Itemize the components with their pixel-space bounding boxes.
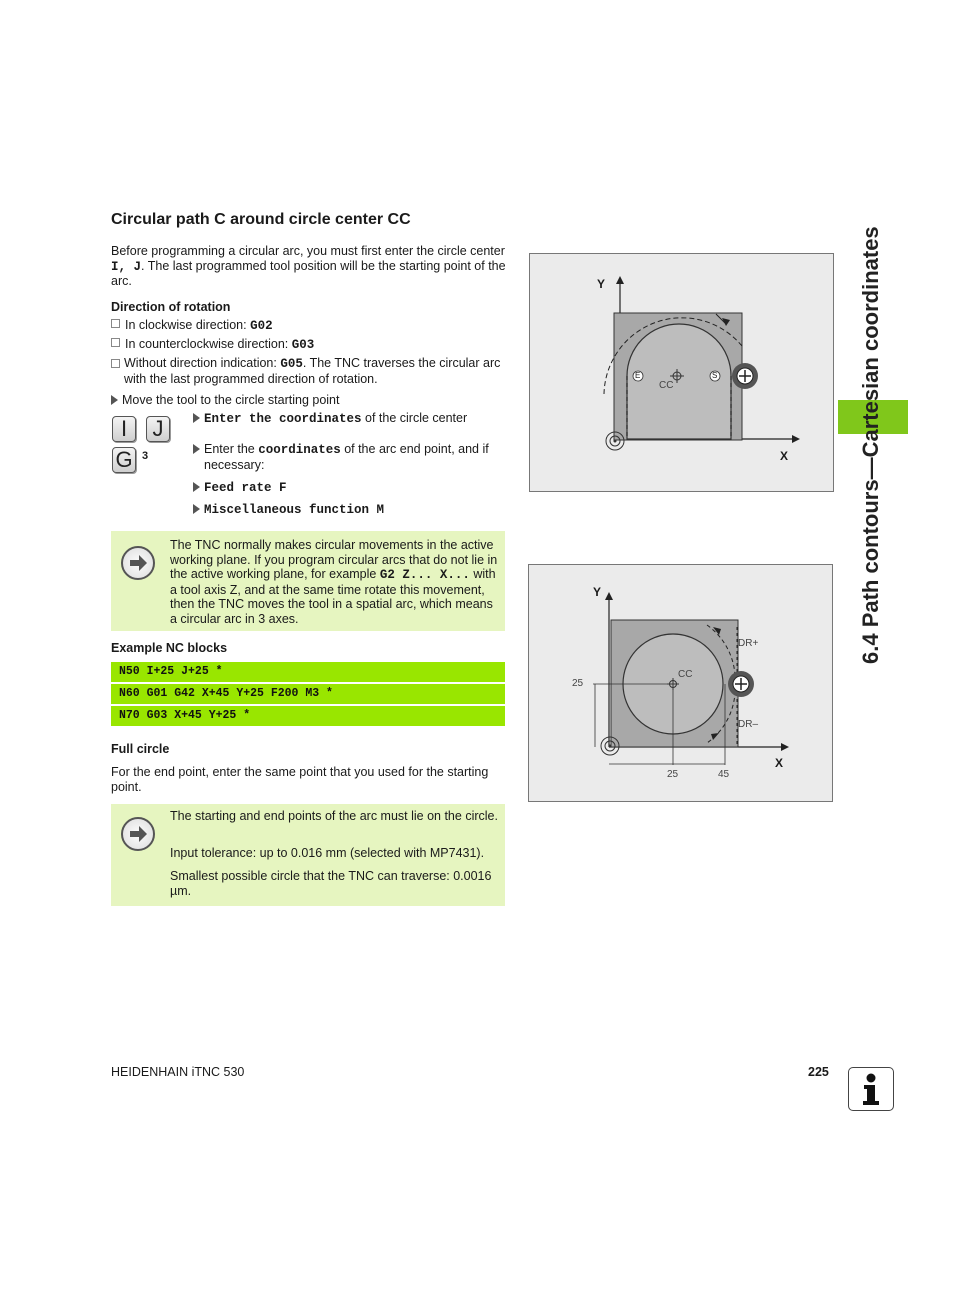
nc-block-2: N60 G01 G42 X+45 Y+25 F200 M3 * xyxy=(111,684,505,704)
note-box-1 xyxy=(111,531,505,631)
note-2-line-3: Smallest possible circle that the TNC can traverse: 0.0016 µm. xyxy=(170,869,492,898)
fig2-dr-plus-label: DR+ xyxy=(738,638,759,649)
fig2-dr-minus-label: DR– xyxy=(738,719,759,730)
example-title: Example NC blocks xyxy=(111,641,228,655)
info-icon xyxy=(848,1067,894,1111)
triangle-icon xyxy=(193,482,200,492)
key-g-subscript: 3 xyxy=(142,450,149,462)
key-j[interactable]: J xyxy=(146,416,170,442)
section-heading: Circular path C around circle center CC xyxy=(111,211,411,228)
full-circle-text: For the end point, enter the same point that you used for the starting point. xyxy=(111,765,489,794)
direction-item-none: Without direction indication: G05. The TNC traverses the circular arc with the last programmed direction of rotation. xyxy=(111,356,506,386)
note-1-text: The TNC normally makes circular movements in the active working plane. If you program circular arcs that do not lie in the active working plane, for example G2 Z... X... with a tool axis Z, and at the same time rotate this movement, then the TNC moves the tool in a spatial arc, which means a circular arc in 3 axes. xyxy=(170,538,498,626)
nc-block-3: N70 G03 X+45 Y+25 * xyxy=(111,706,505,726)
direction-item-ccw: In counterclockwise direction: G03 xyxy=(111,337,506,353)
arrow-right-icon xyxy=(121,546,155,580)
triangle-icon xyxy=(193,413,200,423)
step-feed: Feed rate F xyxy=(193,480,287,496)
key-i[interactable]: I xyxy=(112,416,136,442)
note-2-line-1: The starting and end points of the arc must lie on the circle. xyxy=(170,809,498,823)
figure-2 xyxy=(528,564,833,802)
arrow-right-icon xyxy=(121,817,155,851)
fig1-x-label: X xyxy=(780,449,789,463)
triangle-icon xyxy=(193,444,200,454)
triangle-icon xyxy=(193,504,200,514)
step-misc: Miscellaneous function M xyxy=(193,502,384,518)
note-box-2 xyxy=(111,804,505,906)
fig1-s-label: S xyxy=(712,371,718,380)
fig2-y-label: Y xyxy=(593,585,602,599)
fig1-e-label: E xyxy=(635,371,641,380)
figure-1 xyxy=(529,253,834,492)
fig2-cc-label: CC xyxy=(678,669,693,680)
bullet-icon xyxy=(111,359,120,368)
nc-block-1: N50 I+25 J+25 * xyxy=(111,662,505,682)
direction-item-cw: In clockwise direction: G02 xyxy=(111,318,506,334)
direction-title: Direction of rotation xyxy=(111,300,231,314)
chapter-title: 6.4 Path contours—Cartesian coordinates xyxy=(858,226,883,664)
fig2-y25-label: 25 xyxy=(572,678,584,689)
fig2-x-label: X xyxy=(775,756,784,770)
bullet-icon xyxy=(111,319,120,328)
triangle-icon xyxy=(111,395,118,405)
fig1-cc-label: CC xyxy=(659,380,674,391)
bullet-icon xyxy=(111,338,120,347)
fig2-x25-label: 25 xyxy=(667,769,679,780)
note-2-line-2: Input tolerance: up to 0.016 mm (selected with MP7431). xyxy=(170,846,485,860)
fig1-y-label: Y xyxy=(597,277,606,291)
footer-title: HEIDENHAIN iTNC 530 xyxy=(111,1065,245,1079)
intro-paragraph: Before programming a circular arc, you must first enter the circle center I, J. The last programmed tool position will be the starting point of the arc. xyxy=(111,244,506,288)
page-number: 225 xyxy=(808,1065,829,1079)
step-move: Move the tool to the circle starting point xyxy=(111,393,339,408)
key-g[interactable]: G xyxy=(112,447,136,473)
fig2-x45-label: 45 xyxy=(718,769,730,780)
step-enter-coords: Enter the coordinates of the circle center xyxy=(193,411,467,427)
full-circle-title: Full circle xyxy=(111,742,170,756)
step-end-point: Enter the coordinates of the arc end point, and if necessary: xyxy=(193,442,493,472)
